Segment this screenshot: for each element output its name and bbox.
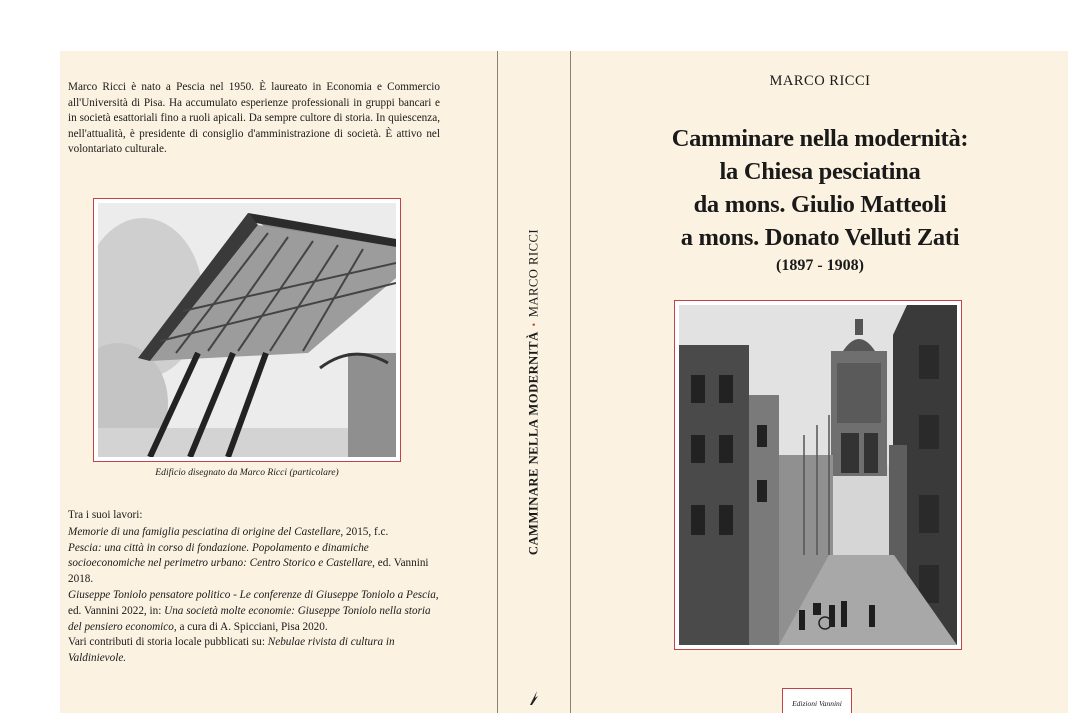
spine-text <box>527 229 542 555</box>
spine-fold-left <box>497 51 498 713</box>
spine-author: MARCO RICCI <box>526 228 541 318</box>
spine-separator: • <box>529 322 541 327</box>
back-photo-frame <box>93 198 401 462</box>
historic-street-photo <box>679 305 957 645</box>
works-title: Tra i suoi lavori: <box>68 509 143 521</box>
building-canopy-illustration <box>98 203 396 457</box>
spine-title: CAMMINARE NELLA MODERNITÀ <box>526 331 541 556</box>
title-years: (1897 - 1908) <box>776 257 864 274</box>
works-list <box>68 508 440 667</box>
front-photo-frame <box>674 300 962 650</box>
publisher-logo: Edizioni Vannini <box>782 688 852 713</box>
title-line: a mons. Donato Velluti Zati <box>680 224 960 251</box>
work-item: Pescia: una città in corso di fondazione. Popolamento e dinamiche socioeconomiche nel perimetro urbano: Centro Storico e Castellare, ed. Vannini 2018. <box>68 541 429 586</box>
building-photo <box>98 203 396 457</box>
street-scene-illustration <box>679 305 957 645</box>
cover-author: MARCO RICCI <box>769 73 871 89</box>
title-line: Camminare nella modernità: <box>671 125 969 152</box>
work-item: Memorie di una famiglia pesciatina di origine del Castellare, 2015, f.c. <box>68 525 389 538</box>
title-line: da mons. Giulio Matteoli <box>693 191 947 218</box>
photo-caption: Edificio disegnato da Marco Ricci (particolare) <box>155 467 339 478</box>
book-title <box>572 122 1068 254</box>
publisher-quill-icon <box>528 690 540 706</box>
work-item: Giuseppe Toniolo pensatore politico - Le conferenze di Giuseppe Toniolo a Pescia, ed. Vannini 2022, in: Una società molte economie: Giuseppe Toniolo nella storia del pensiero economico, a cura di A. Spicciani, Pisa 2020. <box>68 588 439 633</box>
spine-fold-right <box>570 51 571 713</box>
work-item: Vari contributi di storia locale pubblicati su: Nebulae rivista di cultura in Valdinievole. <box>68 636 395 665</box>
title-line: la Chiesa pesciatina <box>719 158 921 185</box>
author-bio: Marco Ricci è nato a Pescia nel 1950. È laureato in Economia e Commercio all'Università di Pisa. Ha accumulato esperienze professionali in gruppi bancari e in società esattoriali fino a ruoli apicali. Da sempre cultore di storia. In quiescenza, nell'attualità, è presidente di consiglio d'amministrazione di società. È attivo nel volontariato culturale. <box>68 81 440 156</box>
